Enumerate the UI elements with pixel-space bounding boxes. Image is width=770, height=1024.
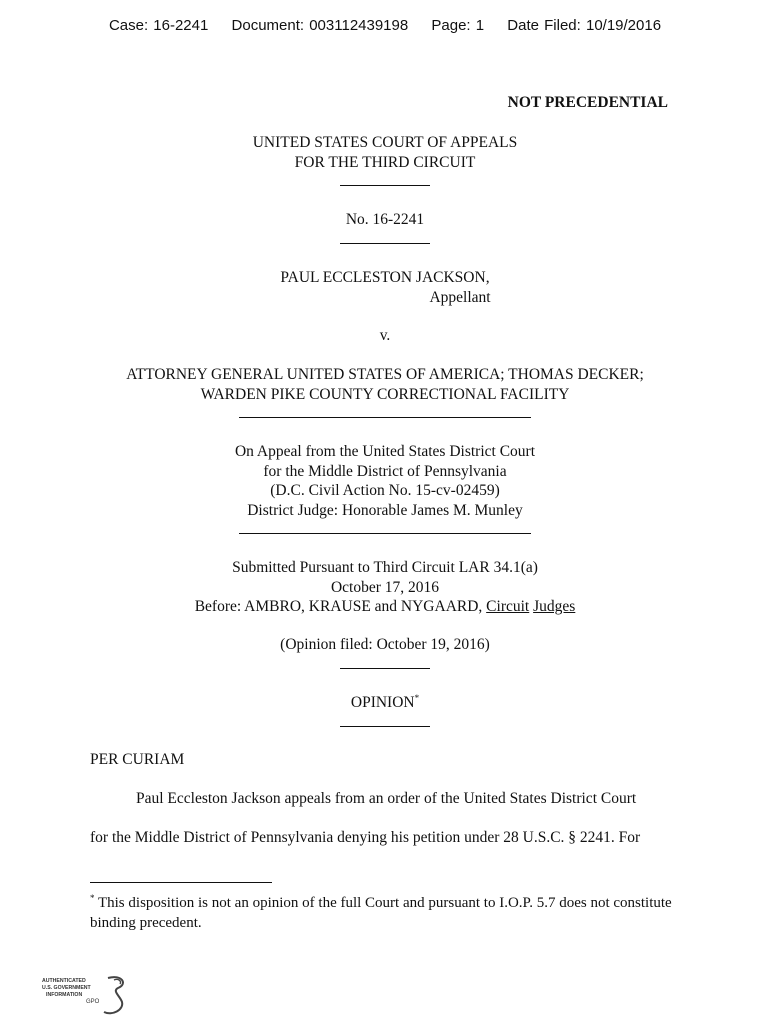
appellees-line-1: ATTORNEY GENERAL UNITED STATES OF AMERICA; THOMAS DECKER; xyxy=(126,366,644,383)
divider xyxy=(340,185,430,186)
opinion-filed-block xyxy=(0,635,770,674)
seal-line-3: INFORMATION xyxy=(46,992,83,998)
divider xyxy=(340,668,430,669)
submission-block xyxy=(0,558,770,617)
page-number: Page: 1 xyxy=(431,17,485,34)
panel-judges: Before: AMBRO, KRAUSE and NYGAARD, xyxy=(194,598,483,615)
filing-header xyxy=(0,17,770,34)
appeal-line-3: (D.C. Civil Action No. 15-cv-02459) xyxy=(270,482,500,499)
appellant-name: PAUL ECCLESTON JACKSON, xyxy=(280,269,490,286)
judges-word: Judges xyxy=(533,598,576,615)
submission-line-1: Submitted Pursuant to Third Circuit LAR 34.1(a) xyxy=(232,559,538,576)
per-curiam: PER CURIAM xyxy=(90,751,185,768)
panel-line xyxy=(0,597,770,617)
divider xyxy=(340,243,430,244)
docket-number: No. 16-2241 xyxy=(345,211,425,228)
court-line-1: UNITED STATES COURT OF APPEALS xyxy=(252,134,518,151)
submission-line-2: October 17, 2016 xyxy=(330,578,440,596)
appellant-block xyxy=(0,268,770,307)
seal-line-2: U.S. GOVERNMENT xyxy=(42,985,91,991)
opinion-filed-date: (Opinion filed: October 19, 2016) xyxy=(280,636,490,653)
opinion-title: OPINION xyxy=(350,694,415,711)
footnote-divider xyxy=(90,882,272,883)
docket-block xyxy=(0,210,770,249)
body-line-2: for the Middle District of Pennsylvania denying his petition under 28 U.S.C. § 2241. For xyxy=(90,829,641,846)
versus: v. xyxy=(379,327,391,344)
appeal-line-2: for the Middle District of Pennsylvania xyxy=(263,462,507,480)
seal-line-4: GPO xyxy=(86,999,100,1005)
appeal-info-block xyxy=(0,442,770,540)
circuit-word: Circuit xyxy=(486,598,530,615)
appellees-block xyxy=(0,365,770,424)
appeal-line-1: On Appeal from the United States District Court xyxy=(234,443,536,460)
appellant-role: Appellant xyxy=(429,288,491,306)
body-line-1: Paul Eccleston Jackson appeals from an order of the United States District Court xyxy=(136,790,637,807)
opinion-heading xyxy=(0,693,770,713)
date-filed: Date Filed: 10/19/2016 xyxy=(507,17,662,34)
gpo-authentication-seal xyxy=(42,972,132,1018)
eagle-head-icon xyxy=(114,979,121,984)
footnote-text: This disposition is not an opinion of the full Court and pursuant to I.O.P. 5.7 does not constitute binding precedent. xyxy=(90,895,672,931)
appellees-line-2: WARDEN PIKE COUNTY CORRECTIONAL FACILITY xyxy=(200,385,570,403)
seal-line-1: AUTHENTICATED xyxy=(42,978,86,984)
footnote xyxy=(90,893,680,933)
footnote-mark: * xyxy=(90,893,95,903)
court-line-2: FOR THE THIRD CIRCUIT xyxy=(294,153,476,171)
appeal-line-4: District Judge: Honorable James M. Munley xyxy=(247,501,523,519)
divider xyxy=(340,726,430,727)
divider xyxy=(239,533,531,534)
opinion-heading-block xyxy=(0,693,770,732)
court-name xyxy=(0,133,770,192)
document-number: Document: 003112439198 xyxy=(231,17,409,34)
footnote-reference: * xyxy=(414,692,420,703)
divider xyxy=(239,417,531,418)
case-number: Case: 16-2241 xyxy=(108,17,209,34)
precedential-status: NOT PRECEDENTIAL xyxy=(507,94,668,111)
